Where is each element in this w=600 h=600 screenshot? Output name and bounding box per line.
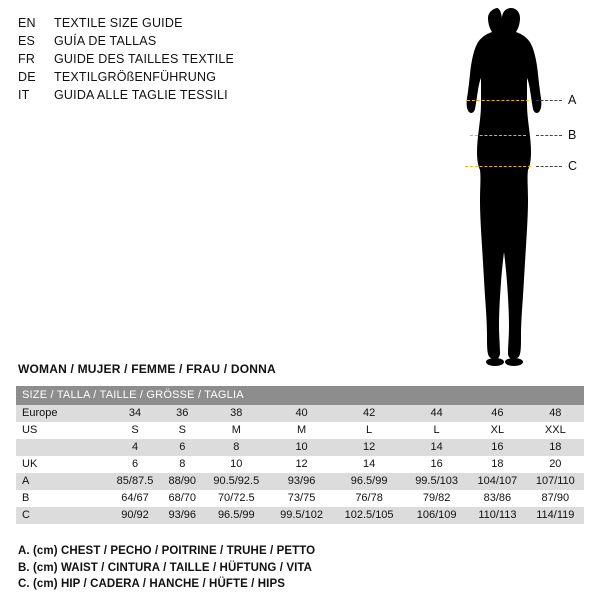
cell: S: [108, 422, 162, 439]
cell: 73/75: [270, 490, 333, 507]
cell: 93/96: [270, 473, 333, 490]
cell: 14: [333, 456, 405, 473]
cell: 106/109: [405, 507, 468, 524]
cell: 114/119: [527, 507, 584, 524]
language-row: [18, 70, 318, 88]
cell: M: [270, 422, 333, 439]
cell: 6: [108, 456, 162, 473]
table-row: [16, 456, 584, 473]
cell: 38: [203, 405, 271, 422]
cell: 14: [405, 439, 468, 456]
cell: 64/67: [108, 490, 162, 507]
cell: 4: [108, 439, 162, 456]
language-code: ES: [18, 34, 36, 48]
cell: 96.5/99: [333, 473, 405, 490]
row-label: [16, 439, 108, 456]
language-row: [18, 52, 318, 70]
cell: 85/87.5: [108, 473, 162, 490]
table-row: [16, 507, 584, 524]
cell: 79/82: [405, 490, 468, 507]
language-code: IT: [18, 88, 30, 102]
language-code: EN: [18, 16, 36, 30]
language-title: TEXTILE SIZE GUIDE: [54, 16, 183, 30]
cell: 10: [203, 456, 271, 473]
cell: 36: [162, 405, 203, 422]
female-body-figure: [440, 8, 590, 368]
cell: 42: [333, 405, 405, 422]
cell: 18: [468, 456, 527, 473]
measurement-notes: [18, 543, 578, 593]
measure-leader-hip: [536, 166, 562, 167]
female-silhouette-icon: [440, 8, 590, 368]
language-title: GUIDE DES TAILLES TEXTILE: [54, 52, 235, 66]
table-row: [16, 405, 584, 422]
cell: 6: [162, 439, 203, 456]
measure-line-chest: [467, 100, 529, 101]
measure-label-a: A: [568, 93, 577, 107]
cell: 48: [527, 405, 584, 422]
cell: 99.5/103: [405, 473, 468, 490]
language-row: [18, 88, 318, 106]
cell: 34: [108, 405, 162, 422]
language-code: FR: [18, 52, 36, 66]
cell: 102.5/105: [333, 507, 405, 524]
cell: L: [405, 422, 468, 439]
cell: 20: [527, 456, 584, 473]
table-header-cell: SIZE / TALLA / TAILLE / GRÖSSE / TAGLIA: [16, 386, 584, 405]
cell: 107/110: [527, 473, 584, 490]
language-title-block: [18, 16, 318, 106]
measure-leader-waist: [536, 135, 562, 136]
language-title: GUÍA DE TALLAS: [54, 34, 157, 48]
cell: 8: [203, 439, 271, 456]
cell: XXL: [527, 422, 584, 439]
cell: 96.5/99: [203, 507, 271, 524]
language-row: [18, 34, 318, 52]
language-title: GUIDA ALLE TAGLIE TESSILI: [54, 88, 228, 102]
table-header-row: [16, 386, 584, 405]
cell: 16: [468, 439, 527, 456]
note-chest: A. (cm) CHEST / PECHO / POITRINE / TRUHE / PETTO: [18, 545, 316, 557]
size-table: [16, 386, 584, 524]
table-row: [16, 490, 584, 507]
measure-line-hip: [465, 166, 531, 167]
cell: 87/90: [527, 490, 584, 507]
cell: 76/78: [333, 490, 405, 507]
cell: 104/107: [468, 473, 527, 490]
row-label: C: [16, 507, 108, 524]
cell: 40: [270, 405, 333, 422]
cell: 90/92: [108, 507, 162, 524]
row-label: B: [16, 490, 108, 507]
cell: 46: [468, 405, 527, 422]
measure-label-b: B: [568, 128, 577, 142]
row-label: US: [16, 422, 108, 439]
cell: 10: [270, 439, 333, 456]
language-code: DE: [18, 70, 36, 84]
cell: M: [203, 422, 271, 439]
row-label: Europe: [16, 405, 108, 422]
language-title: TEXTILGRÖßENFÜHRUNG: [54, 70, 217, 84]
measure-leader-chest: [536, 100, 562, 101]
cell: XL: [468, 422, 527, 439]
cell: 18: [527, 439, 584, 456]
row-label: UK: [16, 456, 108, 473]
cell: L: [333, 422, 405, 439]
language-row: [18, 16, 318, 34]
cell: 68/70: [162, 490, 203, 507]
table-group-label: WOMAN / MUJER / FEMME / FRAU / DONNA: [18, 362, 276, 376]
note-waist: B. (cm) WAIST / CINTURA / TAILLE / HÜFTUNG / VITA: [18, 561, 313, 574]
table-row: [16, 473, 584, 490]
cell: 16: [405, 456, 468, 473]
cell: 90.5/92.5: [203, 473, 271, 490]
cell: 83/86: [468, 490, 527, 507]
cell: 12: [333, 439, 405, 456]
cell: 70/72.5: [203, 490, 271, 507]
cell: 8: [162, 456, 203, 473]
row-label: A: [16, 473, 108, 490]
measure-label-c: C: [568, 159, 578, 173]
measure-line-waist: [470, 135, 526, 136]
note-hip: C. (cm) HIP / CADERA / HANCHE / HÜFTE / HIPS: [18, 578, 286, 590]
cell: S: [162, 422, 203, 439]
cell: 44: [405, 405, 468, 422]
table-row: [16, 422, 584, 439]
cell: 99.5/102: [270, 507, 333, 524]
cell: 93/96: [162, 507, 203, 524]
cell: 12: [270, 456, 333, 473]
table-row: [16, 439, 584, 456]
cell: 110/113: [468, 507, 527, 524]
cell: 88/90: [162, 473, 203, 490]
